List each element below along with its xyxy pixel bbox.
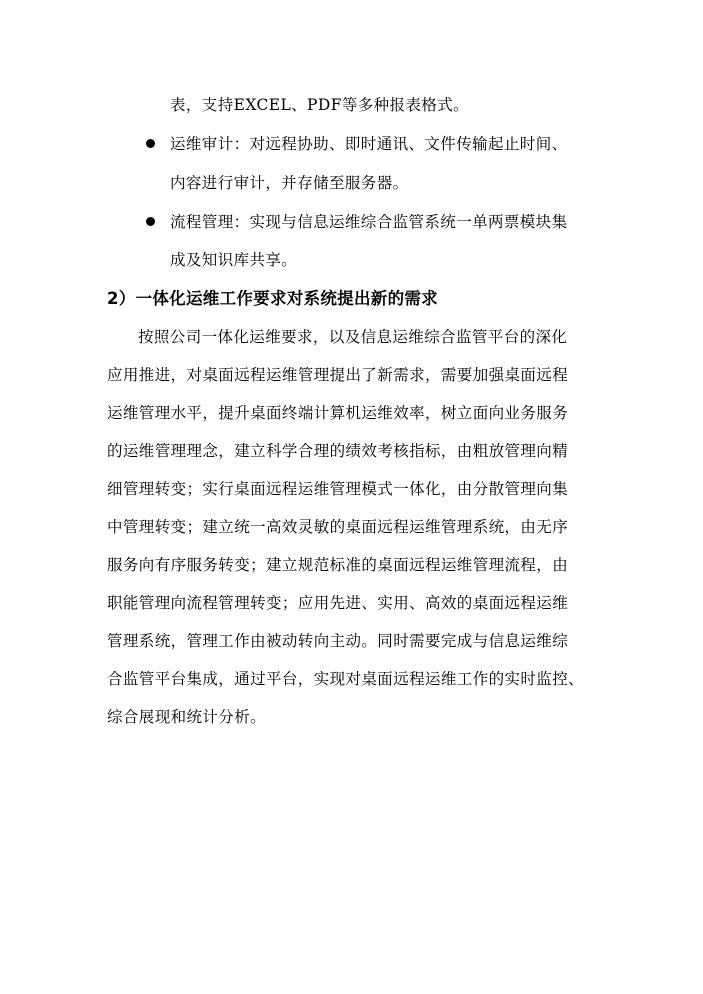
paragraph-line-5: 细管理转变；实行桌面远程运维管理模式一体化，由分散管理向集: [107, 480, 569, 498]
paragraph-line-11: 综合展现和统计分析。: [107, 708, 267, 726]
paragraph-line-10: 合监管平台集成，通过平台，实现对桌面远程运维工作的实时监控、: [107, 670, 585, 688]
paragraph-line-2: 应用推进，对桌面远程运维管理提出了新需求，需要加强桌面远程: [107, 366, 569, 384]
bullet-line-3-1: 流程管理：实现与信息运维综合监管系统一单两票模块集: [170, 213, 568, 231]
paragraph-line-9: 管理系统，管理工作由被动转向主动。同时需要完成与信息运维综: [107, 632, 569, 650]
paragraph-line-7: 服务向有序服务转变；建立规范标准的桌面远程运维管理流程，由: [107, 556, 569, 574]
section-heading: 2）一体化运维工作要求对系统提出新的需求: [107, 289, 438, 308]
bullet-line-1-1: 表，支持EXCEL、PDF等多种报表格式。: [170, 96, 470, 114]
bullet-line-2-1: 运维审计：对远程协助、即时通讯、文件传输起止时间、: [170, 135, 568, 153]
bullet-line-2-2: 内容进行审计，并存储至服务器。: [170, 174, 409, 192]
paragraph-line-6: 中管理转变；建立统一高效灵敏的桌面远程运维管理系统，由无序: [107, 518, 569, 536]
paragraph-line-8: 职能管理向流程管理转变；应用先进、实用、高效的桌面远程运维: [107, 594, 569, 612]
paragraph-line-4: 的运维管理理念，建立科学合理的绩效考核指标，由粗放管理向精: [107, 442, 569, 460]
paragraph-line-3: 运维管理水平，提升桌面终端计算机运维效率，树立面向业务服务: [107, 404, 569, 422]
paragraph-line-1: 按照公司一体化运维要求，以及信息运维综合监管平台的深化: [138, 328, 568, 346]
bullet-dot-icon: [146, 139, 155, 148]
bullet-line-3-2: 成及知识库共享。: [170, 251, 298, 269]
bullet-dot-icon: [146, 217, 155, 226]
